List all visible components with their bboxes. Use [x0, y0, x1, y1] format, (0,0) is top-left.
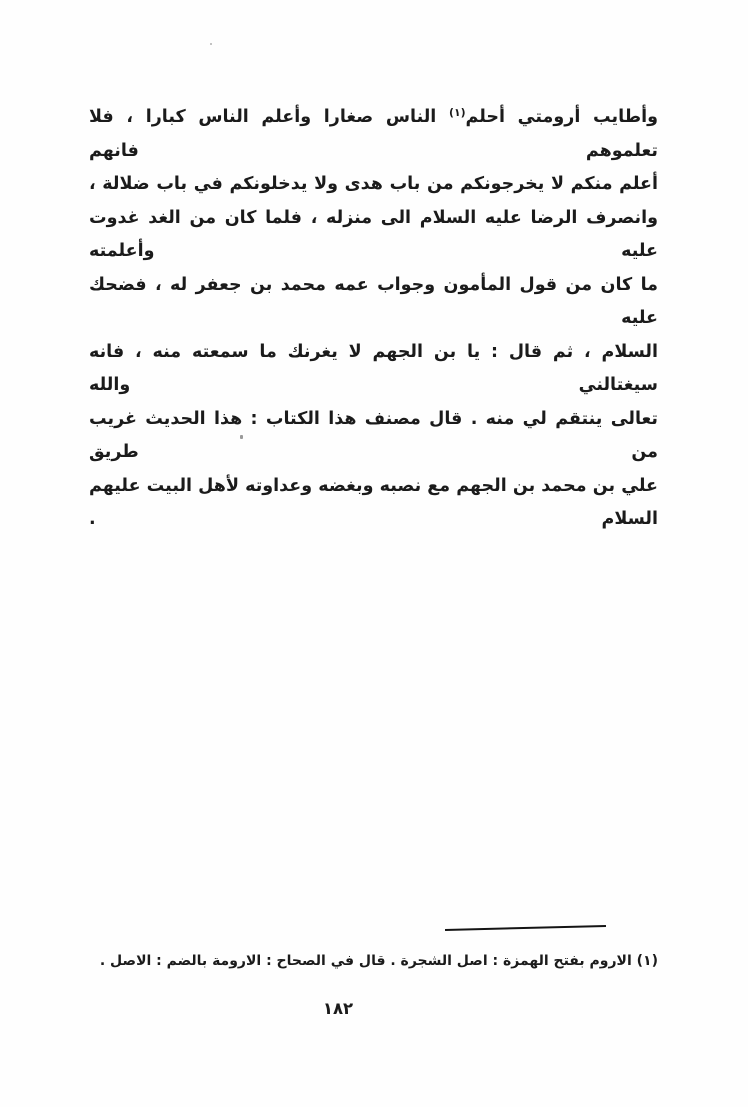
text-line-1 — [89, 96, 658, 168]
text-line-5: السلام ، ثم قال : يا بن الجهم لا يغرنك ما سمعته منه ، فانه سيغتالني والله — [89, 341, 658, 395]
text-line-4: ما كان من قول المأمون وجواب عمه محمد بن جعفر له ، فضحك عليه — [89, 274, 658, 328]
footnote-reference-marker: (١) — [448, 106, 466, 119]
text-line-2: أعلم منكم لا يخرجونكم من باب هدى ولا يدخلونكم في باب ضلالة ، — [89, 174, 658, 194]
main-text-block — [89, 96, 658, 537]
footnote-body: الاروم بفتح الهمزة : اصل الشجرة . قال في الصحاح : الارومة بالضم : الاصل . — [99, 953, 632, 969]
text-line-1-post: الناس صغارا وأعلم الناس كبارا ، فلا تعلموهم فانهم — [89, 107, 658, 161]
page-number: ١٨٢ — [322, 999, 354, 1018]
text-line-1-pre: وأطايب أرومتي أحلم — [465, 107, 659, 127]
text-line-7: علي بن محمد بن الجهم مع نصبه وبغضه وعداوته لأهل البيت عليهم السلام . — [89, 475, 658, 529]
text-line-3: وانصرف الرضا عليه السلام الى منزله ، فلما كان من الغد غدوت عليه وأعلمته — [89, 207, 658, 261]
scan-artifact-dot — [210, 43, 212, 45]
footnote-separator-rule — [445, 925, 606, 931]
footnote-marker: (١) — [636, 953, 658, 969]
text-line-6: تعالى ينتقم لي منه . قال مصنف هذا الكتاب : هذا الحديث غريب من طريق — [89, 408, 658, 462]
footnote-text — [89, 949, 658, 973]
